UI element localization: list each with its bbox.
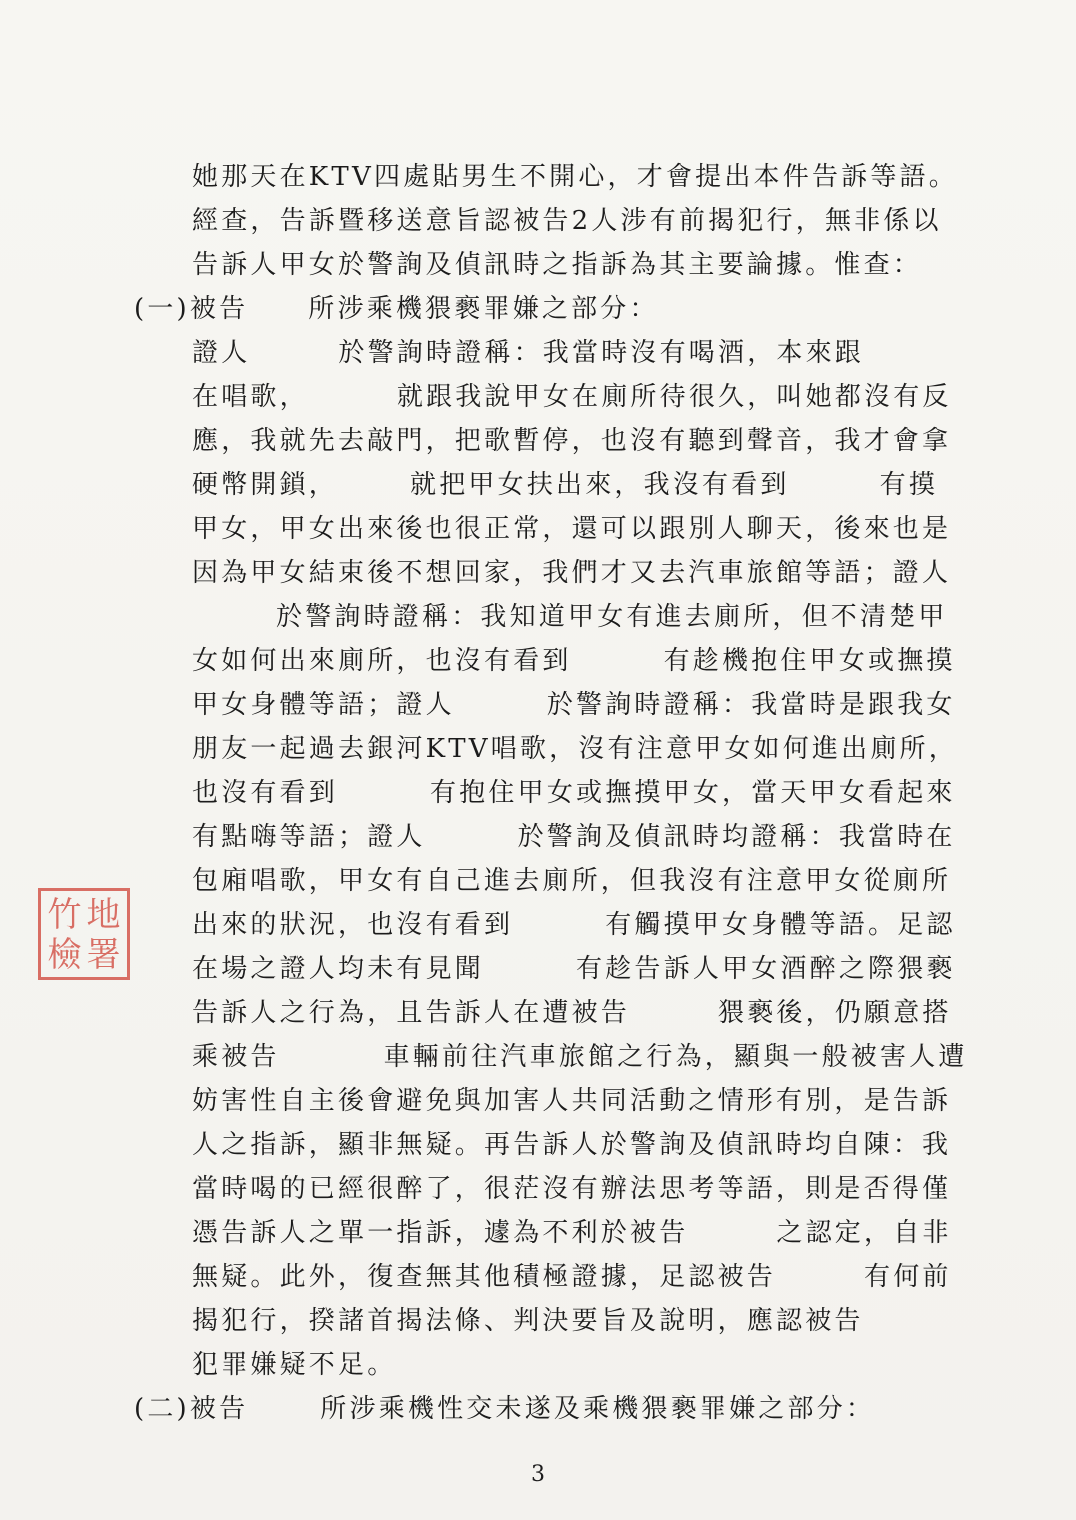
text-segment: 所涉乘機猥褻罪嫌之部分： [308, 294, 659, 324]
text-segment: 甲女身體等語；證人 [192, 690, 455, 720]
seal-char: 署 [86, 935, 121, 975]
seal-char: 地 [86, 895, 121, 935]
text-line [192, 998, 952, 1028]
text-line [134, 1394, 875, 1424]
text-line [192, 250, 922, 280]
text-line [134, 294, 659, 324]
text-segment: 在場之證人均未有見聞 [192, 954, 485, 984]
text-segment: 硬幣開鎖， [192, 470, 339, 500]
text-segment: 也沒有看到 [192, 778, 339, 808]
text-segment: 之認定，自非 [776, 1218, 952, 1248]
text-segment: 猥褻後，仍願意搭 [718, 998, 952, 1028]
text-segment: 甲女，甲女出來後也很正常，還可以跟別人聊天，後來也是 [192, 514, 952, 544]
text-segment: (一)被告 [134, 294, 249, 324]
text-segment: 有何前 [864, 1262, 952, 1292]
text-line [192, 822, 956, 852]
text-segment: 就把甲女扶出來，我沒有看到 [410, 470, 790, 500]
text-segment: 於警詢及偵訊時均證稱：我當時在 [517, 822, 956, 852]
text-segment: 她那天在KTV四處貼男生不開心，才會提出本件告訴等語。 [192, 162, 958, 192]
text-segment: 就跟我說甲女在廁所待很久，叫她都沒有反 [396, 382, 952, 412]
text-segment: 犯罪嫌疑不足。 [192, 1350, 397, 1380]
text-segment: 無疑。此外，復查無其他積極證據，足認被告 [192, 1262, 777, 1292]
text-line [192, 646, 956, 676]
text-segment: 告訴人甲女於警詢及偵訊時之指訴為其主要論據。惟查： [192, 250, 923, 280]
text-segment: 憑告訴人之單一指訴，遽為不利於被告 [192, 1218, 689, 1248]
official-seal [38, 888, 130, 980]
text-line [192, 1042, 968, 1072]
text-segment: 有觸摸甲女身體等語。足認 [605, 910, 956, 940]
text-line [192, 426, 951, 456]
text-segment: 有趁告訴人甲女酒醉之際猥褻 [576, 954, 956, 984]
text-segment: 揭犯行，揆諸首揭法條、判決要旨及說明，應認被告 [192, 1306, 864, 1336]
text-segment: 證人 [192, 338, 251, 368]
text-segment: 於警詢時證稱：我當時沒有喝酒，本來跟 [338, 338, 865, 368]
text-line [192, 382, 952, 412]
text-segment: 有點嗨等語；證人 [192, 822, 426, 852]
text-segment: 於警詢時證稱：我當時是跟我女 [546, 690, 956, 720]
text-segment: 包廂唱歌，甲女有自己進去廁所，但我沒有注意甲女從廁所 [192, 866, 952, 896]
text-segment: 有趁機抱住甲女或撫摸 [663, 646, 956, 676]
text-line [192, 206, 942, 236]
text-line [192, 1262, 952, 1292]
text-segment: 於警詢時證稱：我知道甲女有進去廁所，但不清楚甲 [276, 602, 948, 632]
text-segment: 朋友一起過去銀河KTV唱歌，沒有注意甲女如何進出廁所， [192, 734, 958, 764]
seal-char: 竹 [47, 895, 82, 935]
text-line [192, 338, 864, 368]
text-segment: 當時喝的已經很醉了，很茫沒有辦法思考等語，則是否得僅 [192, 1174, 952, 1204]
text-line [192, 558, 951, 588]
text-line [192, 1218, 952, 1248]
text-line [192, 514, 951, 544]
text-line [192, 734, 958, 764]
text-line [192, 954, 956, 984]
page-number: 3 [531, 1462, 545, 1487]
text-segment: 因為甲女結束後不想回家，我們才又去汽車旅館等語；證人 [192, 558, 952, 588]
text-segment: 有抱住甲女或撫摸甲女，當天甲女看起來 [430, 778, 956, 808]
text-line [192, 470, 938, 500]
text-segment: 在唱歌， [192, 382, 309, 412]
text-line [192, 866, 951, 896]
text-line [192, 1306, 864, 1336]
text-segment: 乘被告 [192, 1042, 280, 1072]
seal-char: 檢 [47, 935, 82, 975]
text-segment: 所涉乘機性交未遂及乘機猥褻罪嫌之部分： [320, 1394, 876, 1424]
text-segment: 經查，告訴暨移送意旨認被告2人涉有前揭犯行，無非係以 [192, 206, 942, 236]
text-segment: 有摸 [879, 470, 939, 500]
text-line [192, 1086, 951, 1116]
text-line [192, 602, 948, 632]
text-segment: 女如何出來廁所，也沒有看到 [192, 646, 572, 676]
text-segment: 告訴人之行為，且告訴人在遭被告 [192, 998, 631, 1028]
text-segment: 出來的狀況，也沒有看到 [192, 910, 514, 940]
text-segment: 車輛前往汽車旅館之行為，顯與一般被害人遭 [383, 1042, 968, 1072]
text-segment: 人之指訴，顯非無疑。再告訴人於警詢及偵訊時均自陳：我 [192, 1130, 952, 1160]
text-line [192, 162, 958, 192]
text-line [192, 910, 956, 940]
text-line [192, 1174, 951, 1204]
text-segment: (二)被告 [134, 1394, 249, 1424]
text-segment: 妨害性自主後會避免與加害人共同活動之情形有別，是告訴 [192, 1086, 952, 1116]
text-segment: 應，我就先去敲門，把歌暫停，也沒有聽到聲音，我才會拿 [192, 426, 952, 456]
text-line [192, 1350, 396, 1380]
text-line [192, 690, 956, 720]
text-line [192, 778, 956, 808]
text-line [192, 1130, 951, 1160]
